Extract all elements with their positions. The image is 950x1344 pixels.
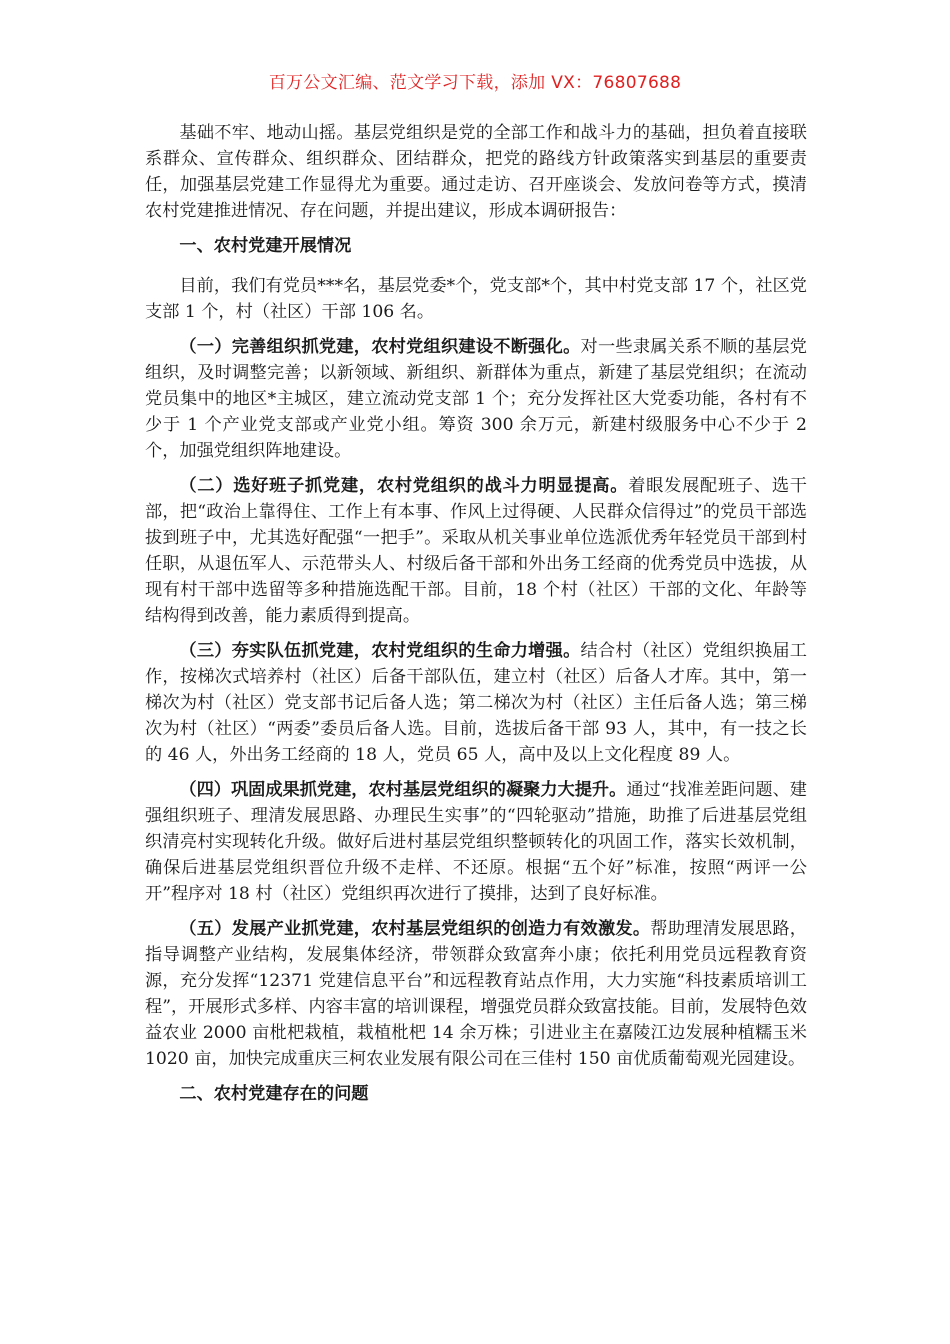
item-lead-2: （二）选好班子抓党建，农村党组织的战斗力明显提高。 <box>179 476 629 496</box>
section-heading-1: 一、农村党建开展情况 <box>179 236 352 256</box>
item-body-5: 帮助理清发展思路，指导调整产业结构，发展集体经济，带领群众致富奔小康；依托利用党员远程教育资源，充分发挥“12371 党建信息平台”和远程教育站点作用，大力实施“科技素质培训工程”，开展形式多样、内容丰富的培训课程，增强党员群众致富技能。目前，发展特色效益农业 2000 亩枇杷栽植，栽植枇杷 14 余万株；引进业主在嘉陵江边发展种植糯玉米 1020 亩，加快完成重庆三柯农业发展有限公司在三佳村 150 亩优质葡萄观光园建设。 <box>145 919 807 1069</box>
item-body-1: 对一些隶属关系不顺的基层党组织，及时调整完善；以新领域、新组织、新群体为重点，新建了基层党组织；在流动党员集中的地区*主城区，建立流动党支部 1 个；充分发挥社区大党委功能，各村有不少于 1 个产业党支部或产业党小组。筹资 300 余万元，新建村级服务中心不少于 2 个，加强党组织阵地建设。 <box>145 337 807 461</box>
document-body <box>145 120 807 1121</box>
item-lead-5: （五）发展产业抓党建，农村基层党组织的创造力有效激发。 <box>179 919 651 939</box>
watermark-banner: 百万公文汇编、范文学习下载，添加 VX：76807688 <box>268 73 682 93</box>
section-heading-2: 二、农村党建存在的问题 <box>179 1084 369 1104</box>
overview-paragraph: 目前，我们有党员***名，基层党委*个，党支部*个，其中村党支部 17 个，社区党支部 1 个，村（社区）干部 106 名。 <box>145 276 807 322</box>
item-body-3: 结合村（社区）党组织换届工作，按梯次式培养村（社区）后备干部队伍，建立村（社区）后备人才库。其中，第一梯次为村（社区）党支部书记后备人选；第二梯次为村（社区）主任后备人选；第三梯次为村（社区）“两委”委员后备人选。目前，选拔后备干部 93 人，其中，有一技之长的 46 人，外出务工经商的 18 人，党员 65 人，高中及以上文化程度 89 人。 <box>145 641 807 765</box>
item-paragraph-5 <box>145 916 807 1072</box>
item-paragraph-4 <box>145 777 807 907</box>
item-lead-4: （四）巩固成果抓党建，农村基层党组织的凝聚力大提升。 <box>179 780 627 800</box>
item-body-4: 通过“找准差距问题、建强组织班子、理清发展思路、办理民生实事”的“四轮驱动”措施，助推了后进基层党组织清亮村实现转化升级。做好后进村基层党组织整顿转化的巩固工作，落实长效机制，确保后进基层党组织晋位升级不走样、不还原。根据“五个好”标准，按照“两评一公开”程序对 18 村（社区）党组织再次进行了摸排，达到了良好标准。 <box>145 780 807 904</box>
item-lead-1: （一）完善组织抓党建，农村党组织建设不断强化。 <box>179 337 581 357</box>
item-body-2: 着眼发展配班子、选干部，把“政治上靠得住、工作上有本事、作风上过得硬、人民群众信得过”的党员干部选拔到班子中，尤其选好配强“一把手”。采取从机关事业单位选派优秀年轻党员干部到村任职，从退伍军人、示范带头人、村级后备干部和外出务工经商的优秀党员中选拔，从现有村干部中选留等多种措施选配干部。目前，18 个村（社区）干部的文化、年龄等结构得到改善，能力素质得到提高。 <box>145 476 807 626</box>
item-lead-3: （三）夯实队伍抓党建，农村党组织的生命力增强。 <box>179 641 581 661</box>
intro-paragraph: 基础不牢、地动山摇。基层党组织是党的全部工作和战斗力的基础，担负着直接联系群众、宣传群众、组织群众、团结群众，把党的路线方针政策落实到基层的重要责任，加强基层党建工作显得尤为重要。通过走访、召开座谈会、发放问卷等方式，摸清农村党建推进情况、存在问题，并提出建议，形成本调研报告： <box>145 123 807 221</box>
item-paragraph-3 <box>145 638 807 768</box>
item-paragraph-2 <box>145 473 807 629</box>
item-paragraph-1 <box>145 334 807 464</box>
